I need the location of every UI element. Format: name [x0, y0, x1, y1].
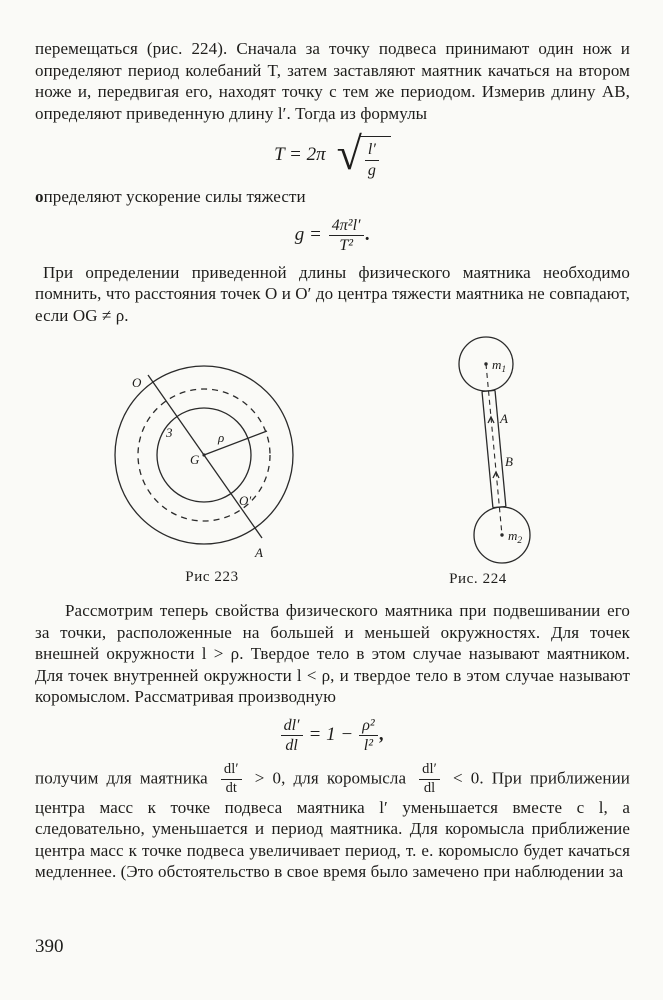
axis-line-OA: [148, 375, 262, 538]
paragraph-reduced-length: При определении приведенной длины физического маятника необходимо помнить, что расстояния точек O и O′ до центра тяжести маятника не совпадают, если OG ≠ ρ.: [35, 262, 630, 325]
figure-223-drawing: [112, 360, 312, 565]
formula-gravity: [35, 217, 630, 255]
fraction-numerator: dl′: [223, 761, 239, 778]
fraction-numerator: l′: [367, 141, 376, 158]
fraction-numerator: dl′: [422, 761, 437, 778]
radical: [336, 128, 391, 179]
label-m1: $m_1$: [492, 357, 507, 376]
formula-end-punctuation: ,: [379, 724, 385, 746]
label-rho: ρ: [218, 430, 225, 446]
figure-224-caption: Рис. 224: [449, 571, 507, 588]
label-B: B: [505, 454, 513, 470]
conclusion-text-2: > 0, для коромысла: [254, 768, 407, 788]
bold-lead-letter: о: [35, 187, 44, 207]
page-number: 390: [35, 936, 64, 957]
inline-fraction-dl-dt: [221, 762, 242, 797]
label-A: A: [500, 411, 508, 427]
label-O-prime: O′: [239, 493, 252, 509]
formula-end-punctuation: .: [365, 224, 371, 246]
line-gravity-intro: [35, 186, 630, 208]
gravity-intro-text: пределяют ускорение силы тяжести: [43, 187, 306, 207]
figure-224-drawing: [430, 332, 570, 567]
fraction-denominator: g: [365, 160, 379, 180]
figure-223: [112, 360, 312, 586]
paragraph-pendulum-properties: Рассмотрим теперь свойства физического маятника при подвешивании его за точки, расположенные на большей и меньшей окружностях. Для точек внешней окружности l > ρ. Твердое тело в этом случае называют маятником. Для точек внутренней окружности l < ρ, и твердое тело в этом случае называют коромыслом. Рассматривая производную: [35, 601, 630, 707]
formula-period-lhs: T = 2π: [274, 144, 326, 166]
fraction-gravity: [329, 217, 364, 255]
rod-right-edge: [495, 391, 506, 507]
fraction-denominator: l²: [359, 735, 377, 755]
paragraph-intro: перемещаться (рис. 224). Сначала за точку подвеса принимают один нож и определяют период колебаний T, затем заставляют маятник качаться на втором ноже и, передвигая его, находят точку с тем же периодом. Измерив длину AB, определяют приведенную длину l′. Тогда из формулы: [35, 39, 630, 123]
formula-derivative: [35, 717, 630, 755]
fraction-dl-prime-dl: [281, 717, 303, 755]
paragraph-conclusion: [35, 762, 630, 883]
fraction-numerator: 4π²l′: [331, 216, 361, 234]
fraction-denominator: dl: [419, 779, 440, 797]
inline-fraction-dl-dl: [419, 762, 440, 797]
label-m2: $m_2$: [508, 528, 523, 547]
conclusion-text-3: < 0. При приближении центра масс к точке подвеса маятника l′ уменьшается вместе с l, а следовательно, уменьшается и период маятника. Для коромысла приближение центра масс к точке подвеса увеличивает период, т. е. коромысло будет качаться медленнее. (Это обстоятельство в свое время было замечено при наблюдении за: [35, 768, 630, 882]
center-point-G: [202, 454, 205, 457]
fraction-rho-sq-l-sq: [359, 717, 377, 755]
fraction-l-over-g: [365, 141, 379, 179]
center-point-m1: [484, 363, 487, 366]
label-A: A: [255, 545, 263, 561]
radical-sign-icon: √: [336, 128, 362, 179]
fraction-denominator: T²: [329, 235, 364, 255]
figure-224: [430, 332, 570, 588]
center-point-m2: [500, 534, 503, 537]
label-O: O: [132, 375, 142, 391]
figures-row: [35, 332, 630, 588]
formula-middle: = 1 −: [308, 724, 354, 746]
formula-gravity-lhs: g =: [294, 224, 322, 246]
radicand: [359, 136, 391, 179]
figure-223-caption: Рис 223: [185, 569, 239, 586]
label-G: G: [190, 452, 200, 468]
label-3: 3: [166, 425, 173, 441]
fraction-numerator: ρ²: [362, 716, 375, 734]
fraction-denominator: dt: [221, 779, 242, 797]
rod-left-edge: [482, 392, 493, 508]
fraction-denominator: dl: [281, 735, 303, 755]
radius-line-rho: [204, 431, 267, 455]
fraction-numerator: dl′: [283, 716, 300, 734]
conclusion-text-1: получим для маятника: [35, 768, 208, 788]
formula-period: [35, 128, 630, 179]
